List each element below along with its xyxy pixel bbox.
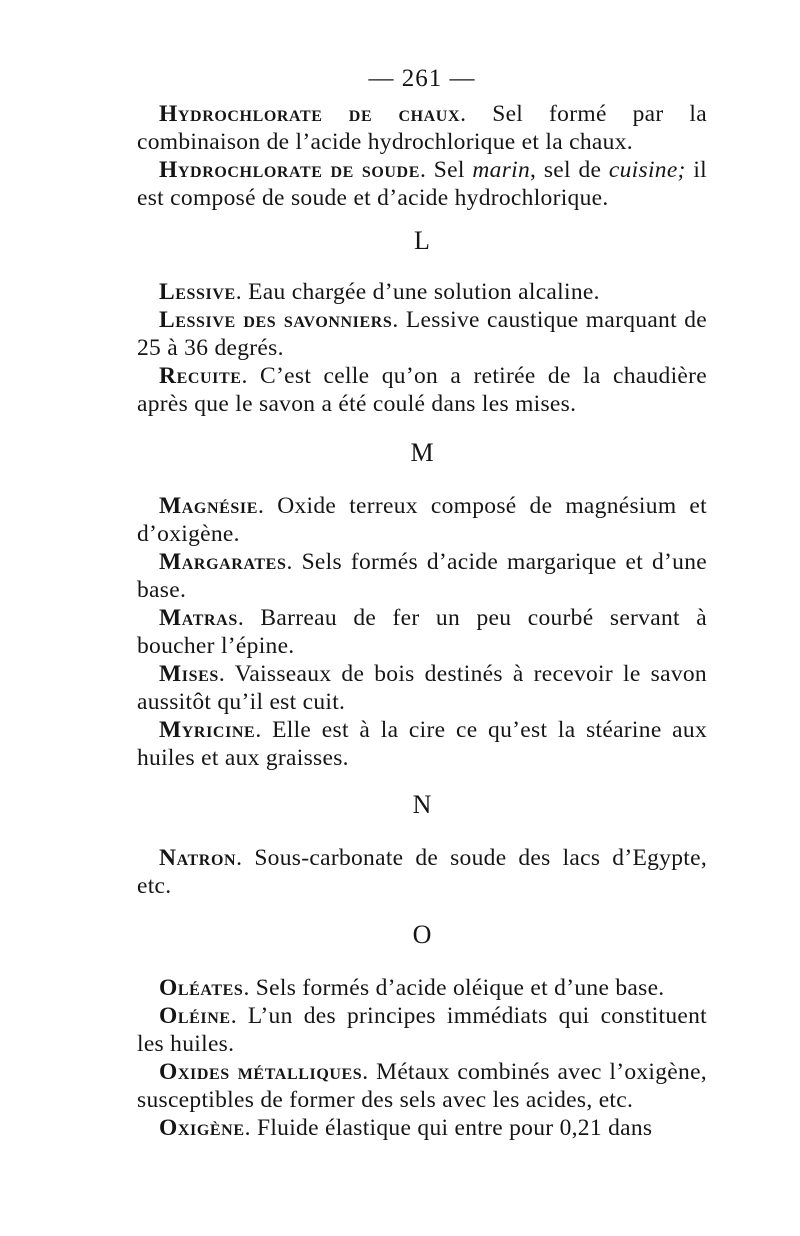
entry-hydrochlorate-de-chaux bbox=[137, 100, 707, 156]
entry-oxides-metalliques bbox=[137, 1058, 707, 1114]
entry-myricine bbox=[137, 716, 707, 772]
entry-definition: . Fluide élastique qui entre pour 0,21 dans bbox=[244, 1115, 653, 1141]
entry-term: Myricine bbox=[159, 717, 256, 743]
entry-term: Hydrochlorate de chaux bbox=[159, 101, 461, 127]
entry-definition: . Sels formés d’acide margarique et d’une base. bbox=[137, 549, 707, 603]
entry-italic-term: cuisine; bbox=[608, 157, 686, 183]
entry-term: Recuite bbox=[159, 363, 242, 389]
entry-oxigene bbox=[137, 1114, 707, 1142]
entry-term: Oléates bbox=[159, 975, 244, 1001]
entry-term: Matras bbox=[159, 605, 238, 631]
entry-matras bbox=[137, 604, 707, 660]
entry-oleates bbox=[137, 974, 707, 1002]
entry-definition: . L’un des principes immédiats qui constituent les huiles. bbox=[137, 1003, 707, 1057]
entry-definition: . Sous-carbonate de soude des lacs d’Egypte, etc. bbox=[137, 845, 707, 899]
entry-definition: . Sels formés d’acide oléique et d’une base. bbox=[243, 975, 665, 1001]
entry-italic-term: marin bbox=[472, 157, 531, 183]
section-letter-n: N bbox=[412, 790, 432, 819]
entry-recuite bbox=[137, 362, 707, 418]
entry-term: Mises bbox=[159, 661, 219, 687]
entry-definition-part: . Sel bbox=[420, 157, 473, 183]
entry-oleine bbox=[137, 1002, 707, 1058]
entry-term: Oxides métalliques bbox=[159, 1059, 363, 1085]
entry-definition: . Elle est à la cire ce qu’est la stéarine aux huiles et aux graisses. bbox=[137, 717, 707, 771]
entry-lessive bbox=[137, 278, 707, 306]
entry-term: Natron bbox=[159, 845, 237, 871]
entry-term: Lessive bbox=[159, 279, 236, 305]
entry-term: Margarates bbox=[159, 549, 287, 575]
section-letter-l: L bbox=[414, 226, 430, 255]
entry-margarates bbox=[137, 548, 707, 604]
entry-magnesie bbox=[137, 492, 707, 548]
entry-term: Hydrochlorate de soude bbox=[159, 157, 420, 183]
section-letter-o: O bbox=[412, 920, 432, 949]
entry-definition: . Métaux combinés avec l’oxigène, susceptibles de former des sels avec les acides, etc. bbox=[137, 1059, 707, 1113]
entry-definition: . C’est celle qu’on a retirée de la chaudière après que le savon a été coulé dans les mises. bbox=[137, 363, 707, 417]
entry-definition: . Oxide terreux composé de magnésium et d’oxigène. bbox=[137, 493, 707, 547]
entry-term: Oléine bbox=[159, 1003, 231, 1029]
page-number: — 261 — bbox=[368, 65, 476, 92]
entry-mises bbox=[137, 660, 707, 716]
entry-definition-part: il est composé de soude et d’acide hydrochlorique. bbox=[137, 157, 707, 211]
entry-lessive-des-savonniers bbox=[137, 306, 707, 362]
entry-definition: . Eau chargée d’une solution alcaline. bbox=[235, 279, 600, 305]
entry-definition: . Lessive caustique marquant de 25 à 36 degrés. bbox=[137, 307, 707, 361]
entry-hydrochlorate-de-soude bbox=[137, 156, 707, 212]
entry-definition-part: , sel de bbox=[530, 157, 609, 183]
entry-definition: . Barreau de fer un peu courbé servant à boucher l’épine. bbox=[137, 605, 707, 659]
section-letter-m: M bbox=[410, 438, 434, 467]
entry-term: Lessive des savonniers bbox=[159, 307, 393, 333]
entry-natron bbox=[137, 844, 707, 900]
entry-definition: . Sel formé par la combinaison de l’acide hydrochlorique et la chaux. bbox=[137, 101, 707, 155]
book-page bbox=[137, 62, 707, 1142]
entry-term: Oxigène bbox=[159, 1115, 245, 1141]
entry-definition: . Vaisseaux de bois destinés à recevoir le savon aussitôt qu’il est cuit. bbox=[137, 661, 707, 715]
entry-term: Magnésie bbox=[159, 493, 259, 519]
